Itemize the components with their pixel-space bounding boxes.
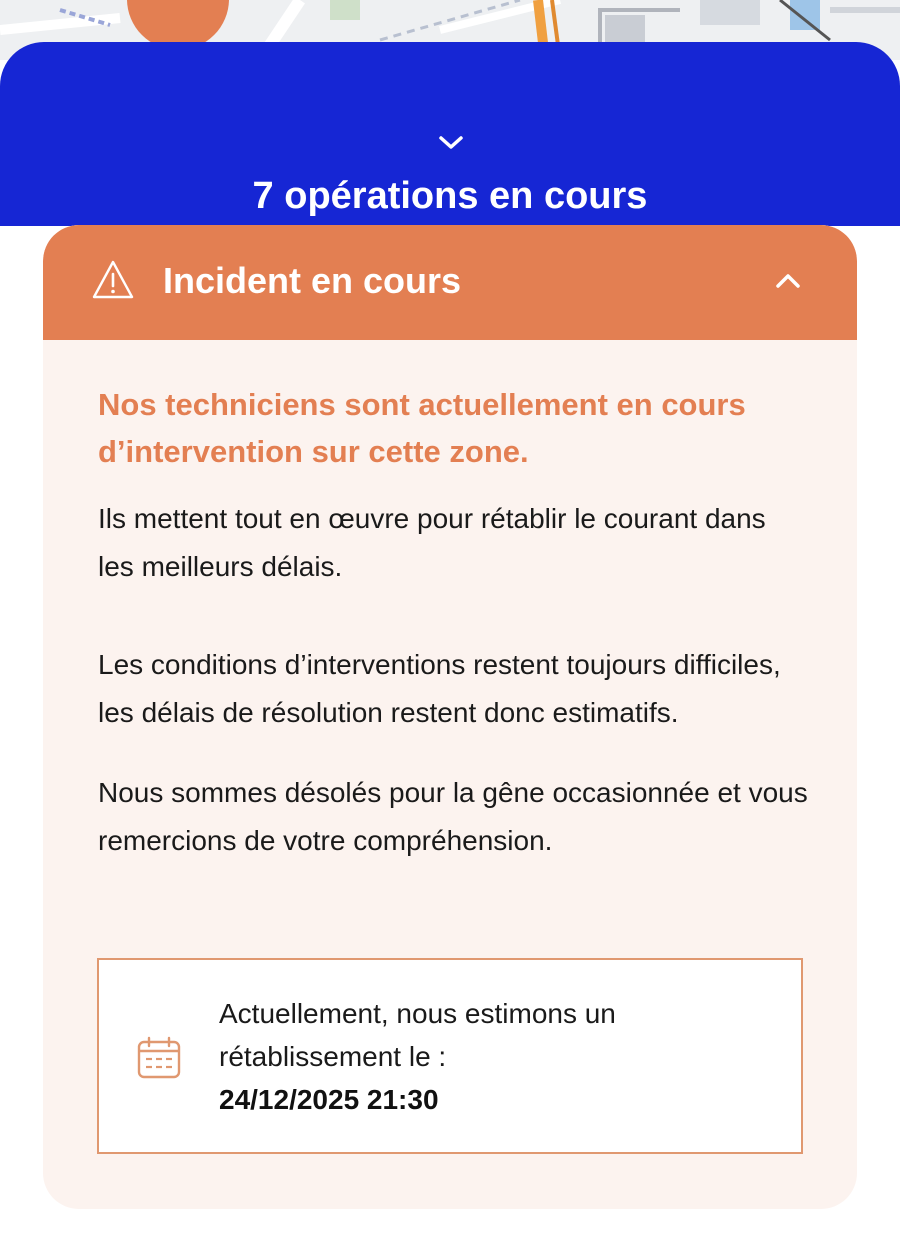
incident-title: Incident en cours (163, 260, 462, 301)
chevron-down-icon (438, 135, 464, 151)
estimate-text (219, 992, 779, 1121)
incident-card (43, 225, 857, 1209)
operations-toggle-button[interactable] (436, 132, 466, 154)
estimate-label: Actuellement, nous estimons un rétablissement le : (219, 998, 616, 1072)
incident-lead-text: Nos techniciens sont actuellement en cours d’intervention sur cette zone. (98, 387, 746, 469)
incident-header[interactable] (43, 225, 857, 340)
warning-triangle-icon (91, 259, 135, 301)
estimate-datetime: 24/12/2025 21:30 (219, 1084, 439, 1115)
restoration-estimate-box (97, 958, 803, 1154)
calendar-icon (136, 1036, 182, 1080)
operations-count-title: 7 opérations en cours (252, 175, 648, 217)
incident-paragraph: Les conditions d’interventions restent toujours difficiles, les délais de résolution restent donc estimatifs. (98, 649, 781, 728)
incident-paragraph: Nous sommes désolés pour la gêne occasionnée et vous remercions de votre compréhension. (98, 777, 808, 856)
incident-paragraph: Ils mettent tout en œuvre pour rétablir le courant dans les meilleurs délais. (98, 503, 766, 582)
incident-body (98, 381, 808, 865)
operations-panel-header[interactable] (0, 42, 900, 226)
chevron-up-icon[interactable] (773, 269, 803, 293)
